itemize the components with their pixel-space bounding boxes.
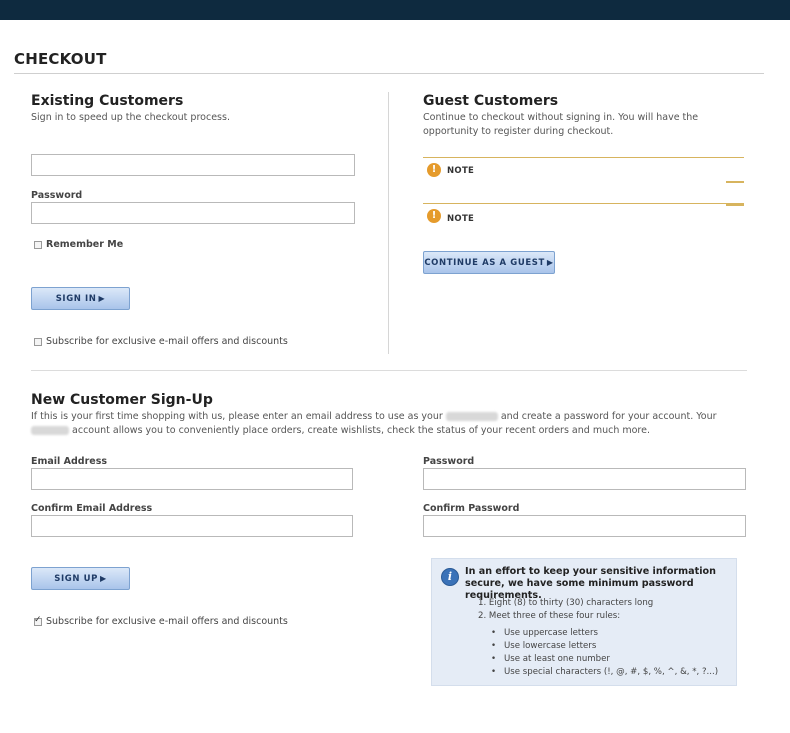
password-rule-length: 1. Eight (8) to thirty (30) characters long	[478, 598, 654, 608]
password-requirements-heading: In an effort to keep your sensitive information secure, we have some minimum password requirements.	[465, 566, 716, 601]
password-requirement-item: • Use lowercase letters	[504, 641, 596, 651]
note-label: NOTE	[447, 166, 475, 176]
new-password-input[interactable]	[423, 468, 746, 490]
warning-icon: !	[427, 163, 441, 177]
signin-subscribe-label: Subscribe for exclusive e-mail offers and discounts	[46, 336, 288, 347]
signup-subscribe-label: Subscribe for exclusive e-mail offers and discounts	[46, 616, 288, 627]
sign-in-button-label: SIGN IN	[55, 294, 97, 304]
signup-description-part-a: If this is your first time shopping with us, please enter an email address to use as your	[31, 411, 443, 422]
signup-subscribe-option[interactable]	[34, 616, 288, 627]
page-title: CHECKOUT	[14, 50, 107, 68]
email-address-input[interactable]	[31, 468, 353, 490]
play-arrow-icon: ▶	[546, 258, 554, 267]
column-divider	[388, 92, 389, 354]
signin-password-input[interactable]	[31, 202, 355, 224]
new-password-label: Password	[423, 456, 475, 467]
note-label: NOTE	[447, 214, 475, 224]
remember-me-label: Remember Me	[46, 239, 124, 250]
play-arrow-icon: ▶	[98, 294, 106, 303]
sign-in-button[interactable]	[31, 287, 130, 310]
note-tab	[726, 181, 744, 183]
signin-password-label: Password	[31, 190, 83, 201]
signin-email-input[interactable]	[31, 154, 355, 176]
signup-description-line2	[31, 424, 650, 438]
new-customer-heading: New Customer Sign-Up	[31, 392, 213, 408]
remember-me-checkbox[interactable]	[34, 241, 42, 249]
password-requirements-box	[431, 558, 737, 686]
guest-customers-subtitle-line1: Continue to checkout without signing in. You will have the	[423, 112, 699, 123]
password-requirement-item: • Use uppercase letters	[504, 628, 598, 638]
remember-me-option[interactable]	[34, 239, 123, 250]
continue-as-guest-button[interactable]	[423, 251, 555, 274]
title-divider	[14, 73, 764, 74]
email-address-label: Email Address	[31, 456, 108, 467]
signup-description-line1	[31, 410, 717, 424]
existing-customers-subtitle: Sign in to speed up the checkout process.	[31, 112, 230, 123]
continue-as-guest-label: CONTINUE AS A GUEST	[424, 258, 545, 268]
section-divider	[31, 370, 747, 371]
signin-subscribe-checkbox[interactable]	[34, 338, 42, 346]
redacted-brand-text	[446, 412, 498, 421]
signin-subscribe-option[interactable]	[34, 336, 288, 347]
note-tab	[726, 203, 744, 206]
top-navigation-bar	[0, 0, 790, 20]
sign-up-button-label: SIGN UP	[54, 574, 98, 584]
play-arrow-icon: ▶	[99, 574, 107, 583]
info-icon: i	[441, 568, 459, 586]
confirm-email-label: Confirm Email Address	[31, 503, 153, 514]
existing-customers-heading: Existing Customers	[31, 93, 184, 109]
confirm-password-label: Confirm Password	[423, 503, 520, 514]
password-rule-complexity: 2. Meet three of these four rules:	[478, 611, 621, 621]
signup-description-part-b: and create a password for your account. Your	[500, 411, 717, 422]
confirm-email-input[interactable]	[31, 515, 353, 537]
redacted-brand-text	[31, 426, 69, 435]
password-requirement-item: • Use special characters (!, @, #, $, %, ^, &, *, ?...)	[504, 667, 718, 677]
signup-subscribe-checkbox[interactable]	[34, 618, 42, 626]
guest-customers-subtitle-line2: opportunity to register during checkout.	[423, 126, 614, 137]
signup-description-part-c: account allows you to conveniently place orders, create wishlists, check the status of your recent orders and much more.	[72, 425, 650, 436]
note-divider	[423, 203, 744, 204]
sign-up-button[interactable]	[31, 567, 130, 590]
warning-icon: !	[427, 209, 441, 223]
confirm-password-input[interactable]	[423, 515, 746, 537]
guest-customers-heading: Guest Customers	[423, 93, 559, 109]
note-divider	[423, 157, 744, 158]
password-requirement-item: • Use at least one number	[504, 654, 610, 664]
